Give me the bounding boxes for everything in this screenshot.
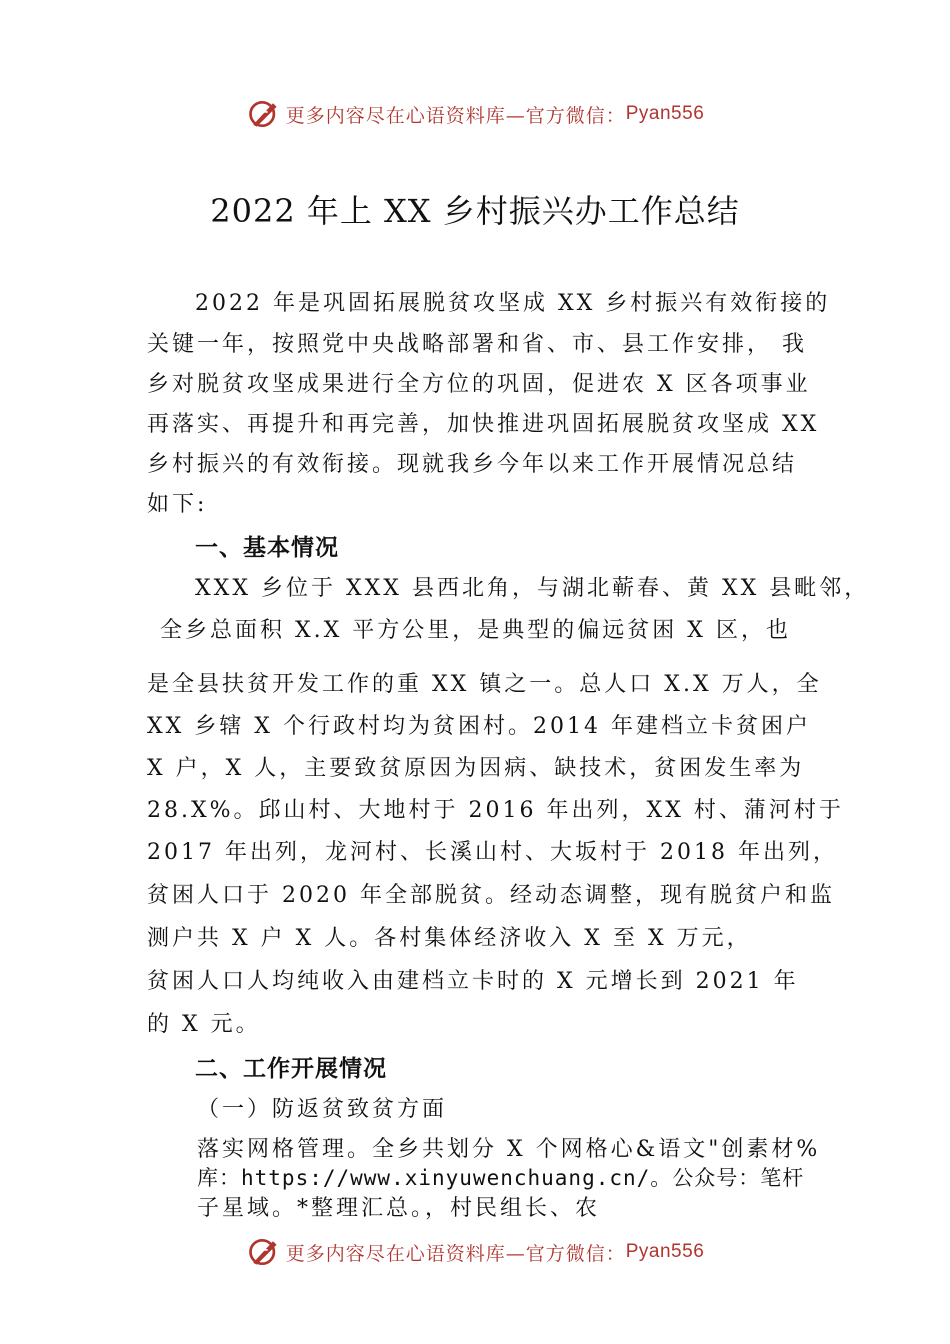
intro-line-1: 2022 年是巩固拓展脱贫攻坚成 XX 乡村振兴有效衔接的: [195, 291, 831, 316]
intro-line-2: 关键一年，按照党中央战略部署和省、市、县工作安排， 我: [147, 332, 807, 357]
intro-line-3: 乡对脱贫攻坚成果进行全方位的巩固，促进农 X 区各项事业: [147, 372, 811, 397]
watermark-text: 更多内容尽在心语资料库—官方微信：: [285, 1242, 626, 1265]
section-1-line-1: XXX 乡位于 XXX 县西北角，与湖北蕲春、黄 XX 县毗邻，: [195, 576, 870, 601]
intro-line-5: 乡村振兴的有效衔接。现就我乡今年以来工作开展情况总结: [147, 452, 798, 477]
section-2-subheading: （一）防返贫致贫方面: [197, 1097, 448, 1122]
pen-logo-icon: [246, 96, 282, 132]
section-1-line-10: 贫困人口人均纯收入由建档立卡时的 X 元增长到 2021 年: [147, 969, 799, 994]
watermark-wechat-id: Pyan556: [625, 1241, 705, 1262]
watermark-wechat-id: Pyan556: [625, 103, 705, 124]
section-1-line-9: 测户共 X 户 X 人。各村集体经济收入 X 至 X 万元，: [147, 926, 752, 951]
header-watermark: [0, 96, 950, 132]
footer-watermark: [0, 1234, 950, 1270]
section-1-line-4: XX 乡辖 X 个行政村均为贫困村。2014 年建档立卡贫困户: [147, 714, 811, 739]
section-2-line-1: 落实网格管理。全乡共划分 X 个网格心&语文"创素材%: [197, 1137, 821, 1162]
intro-line-4: 再落实、再提升和再完善，加快推进巩固拓展脱贫攻坚成 XX: [147, 412, 820, 437]
section-2-line-3: 子星域。*整理汇总。，村民组长、农: [197, 1196, 601, 1221]
section-1-line-3: 是全县扶贫开发工作的重 XX 镇之一。总人口 X.X 万人，全: [147, 672, 822, 697]
pen-logo-icon: [246, 1234, 282, 1270]
section-2-heading: 二、工作开展情况: [195, 1055, 387, 1082]
section-1-line-5: X 户，X 人，主要致贫原因为因病、缺技术，贫困发生率为: [147, 756, 805, 781]
section-1-line-11: 的 X 元。: [147, 1012, 261, 1037]
section-1-line-6: 28.X%。邱山村、大地村于 2016 年出列，XX 村、蒲河村于: [147, 798, 844, 823]
intro-line-6: 如下:: [147, 492, 208, 517]
document-title: 2022 年上 XX 乡村振兴办工作总结: [210, 192, 740, 230]
section-1-line-2: 全乡总面积 X.X 平方公里，是典型的偏远贫困 X 区，也: [160, 618, 791, 643]
section-1-line-7: 2017 年出列，龙河村、长溪山村、大坂村于 2018 年出列，: [147, 840, 838, 865]
section-1-line-8: 贫困人口于 2020 年全部脱贫。经动态调整，现有脱贫户和监: [147, 883, 835, 908]
section-1-heading: 一、基本情况: [195, 534, 339, 561]
watermark-text: 更多内容尽在心语资料库—官方微信：: [285, 104, 626, 127]
section-2-line-2: 库：https://www.xinyuwenchuang.cn/。公众号：笔杆: [197, 1166, 805, 1190]
